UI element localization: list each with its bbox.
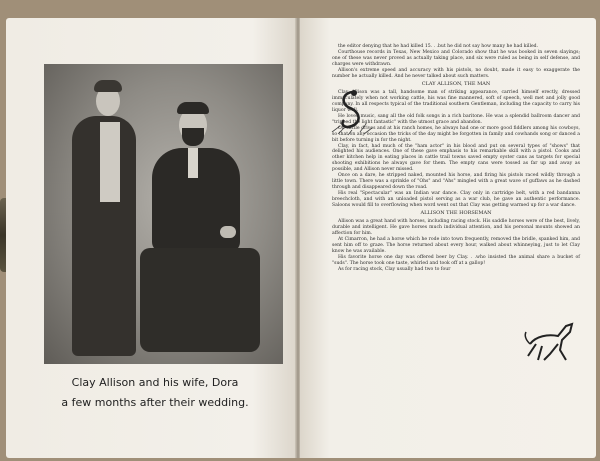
man-beard [182,128,204,146]
right-page [300,18,596,458]
intro-paragraph: Courthouse records in Texas, New Mexico and Colorado show that he was booked in seven slayings; one of these was never proved as actually taking place, and six were ruled as being in self defense, and charges were withdrawn. [332,49,580,67]
horse-illustration [522,314,582,364]
intro-paragraph: Allison's extreme speed and accuracy with his pistols, no doubt, made it easy to exaggerate the number he actually killed. And he never talked about such matters. [332,67,580,79]
section2-paragraph: At Cimarron, he had a horse which he rode into town frequently, removed the bridle, spanked him, and sent him off to graze. The horse returned about every hour, walked about whinneying, just to let Clay know he was available. [332,237,580,254]
section1-paragraph: Clay, in fact, had much of the "ham actor" in his blood and put on several types of "shows" that delighted his audiences. One of these gave emphasis to his remarkable skill with a pistol. Cooks and other kitchen help in eating places in cattle trail towns saved empty oyster cans as targets for special shooting exhibitions he always gave for them. The empty cans were tossed as far up and away as possible, and Allison never missed. [332,143,580,173]
section1-paragraph: Clay Allison was a tall, handsome man of striking appearance, carried himself erectly, dressed immaculately when not working cattle, his was fine mannered, soft of speech, well met and jolly good company. In all respects typical of the traditional southern Gentleman, including the capacity to carry his liquor well. [332,90,580,114]
man-hair [177,102,209,114]
man-shirt [188,148,198,178]
section1-paragraph: Once on a dare, he stripped naked, mounted his horse, and firing his pistols raced wildly through a little town. There was a sprinkle of "Ohs" and "Ahs" mingled with a great wave of guffaws as he dashed through and disappeared down the road. [332,173,580,190]
photo-caption-line1: Clay Allison and his wife, Dora [71,376,239,389]
photo-caption-line2: a few months after their wedding. [61,396,249,409]
section-heading-the-man: CLAY ALLISON, THE MAN [421,81,491,88]
man-hand [220,226,236,238]
section1-paragraph: He loved music, sang all the old folk songs in a rich baritone. He was a splendid ballroom dancer and "tripped the light fantastic" with the utmost grace and abandon. [332,113,580,125]
open-booklet [6,18,596,458]
woman-bodice [100,122,120,202]
man-legs [140,248,260,352]
section2-paragraph: As for racing stock, Clay usually had two to four [338,266,451,272]
section2-paragraph: His favorite horse one day was offered beer by Clay. . .who insisted the animal share a bucket of "suds". The horse took one taste, whirled and took off at a gallop! [332,254,580,266]
article-text [332,44,580,273]
intro-paragraph: the editor denying that he had killed 15. . .but he did not say how many he had killed. [338,44,539,49]
section1-paragraph: His real "Spectacular" was an Indian war dance. Clay only in cartridge belt, with a red bandanna breechcloth, and with an unloaded pistol serving as a war club, he gave an authentic performance. Saloons would fill to overflowing when word went out that Clay was getting warmed up for a war dance. [332,190,580,208]
section1-paragraph: On cattle drives and at his ranch homes, he always had one or more good fiddlers among his cowboys, so that on any occasion the tricks of the day might be forgotten in family and cowhands song or danced a bit before turning in for the night. [332,125,580,143]
section2-paragraph: Allison was a great hand with horses, including racing stock. His saddle horses were of the best, lively, durable and intelligent. He gave horses much individual attention, and his personal mounts showed an affection for him. [332,219,580,237]
section-heading-horseman: ALLISON THE HORSEMAN [420,210,492,217]
left-page [6,18,296,458]
woman-hair [94,80,122,92]
portrait-photo [44,64,283,364]
